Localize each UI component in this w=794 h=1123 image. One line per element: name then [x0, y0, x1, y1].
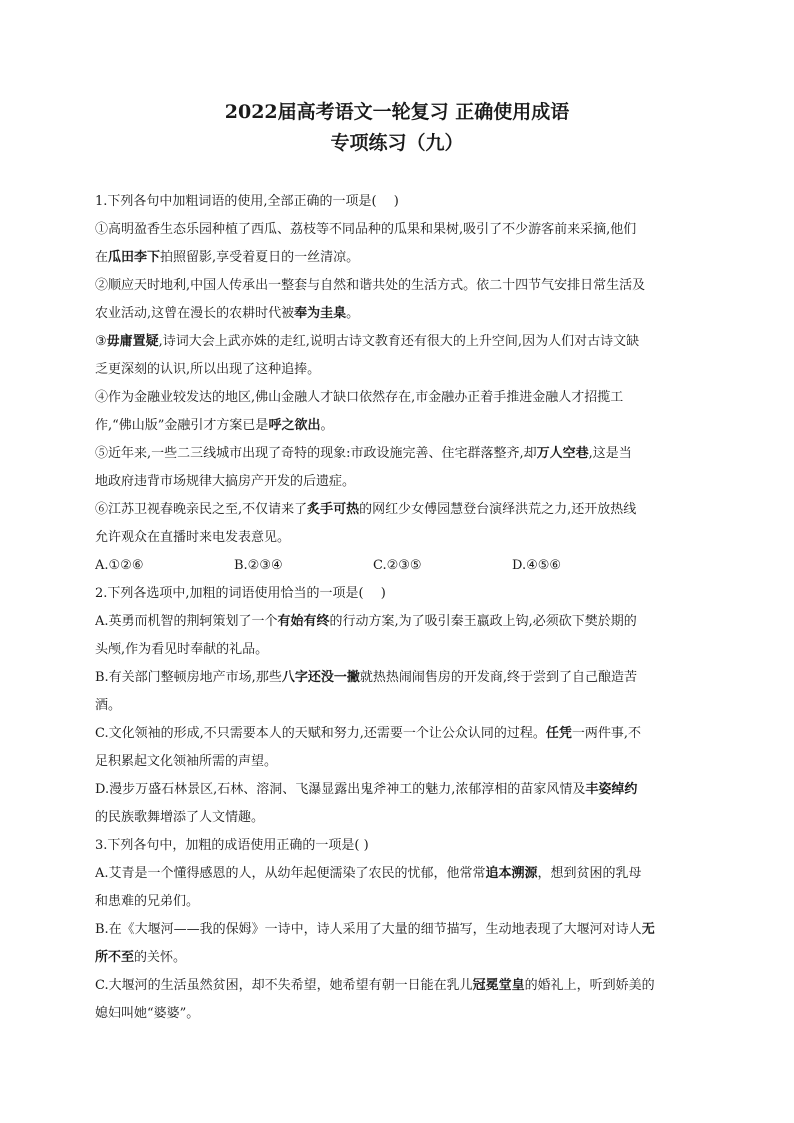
q1-option-a[interactable]: A.①②⑥	[95, 558, 144, 573]
bold-idiom: 万人空巷	[536, 446, 589, 461]
text-segment: 在	[95, 250, 109, 265]
text-segment: 的关怀。	[134, 950, 187, 965]
q3-option-c-line1	[95, 972, 699, 1000]
text-segment: B.在《大堰河——我的保姆》一诗中，诗人采用了大量的细节描写，生动地表现了大堰河对诗人	[95, 922, 642, 937]
q1-option-c[interactable]: C.②③⑤	[373, 558, 422, 573]
q1-option-d[interactable]: D.④⑤⑥	[512, 558, 562, 573]
bold-idiom: 有始有终	[277, 614, 330, 629]
text-segment: C.大堰河的生活虽然贫困，却不失希望，她希望有朝一日能在乳儿	[95, 978, 473, 993]
text-segment: ，想到贫困的乳母	[537, 866, 642, 881]
bold-idiom: 无	[641, 922, 655, 937]
text-segment: 的行动方案,为了吸引秦王嬴政上钩,必须砍下樊於期的	[329, 614, 637, 629]
text-segment: A.艾青是一个懂得感恩的人，从幼年起便濡染了农民的忧郁，他常常	[95, 866, 486, 881]
q2-option-d-line2: 的民族歌舞增添了人文情趣。	[95, 810, 265, 825]
doc-title-line2: 专项练习（九）	[330, 132, 464, 154]
q2-option-a-line1	[95, 608, 699, 636]
doc-body	[95, 188, 699, 1028]
bold-idiom: 奉为圭臬	[294, 306, 347, 321]
text-segment: 的婚礼上，听到娇美的	[524, 978, 655, 993]
q3-option-a-line2: 和患难的兄弟们。	[95, 894, 200, 909]
bold-idiom: 所不至	[95, 950, 135, 965]
q1-sentence6-line1	[95, 496, 699, 524]
q1-sentence4-line2	[95, 412, 699, 440]
text-segment: ,这是当	[588, 446, 632, 461]
bold-idiom: 呼之欲出	[268, 418, 321, 433]
text-segment: 就热热闹闹售房的开发商,终于尝到了自己酿造苦	[359, 670, 637, 685]
text-segment: B.有关部门整顿房地产市场,那些	[95, 670, 282, 685]
q2-option-b-line2: 酒。	[95, 698, 122, 713]
text-segment: ,诗词大会上武亦姝的走红,说明古诗文教育还有很大的上升空间,因为人们对古诗文缺	[158, 334, 640, 349]
q1-options	[95, 552, 699, 580]
text-segment: 农业活动,这曾在漫长的农耕时代被	[95, 306, 295, 321]
bold-idiom: 炙手可热	[307, 502, 360, 517]
bold-idiom: 八字还没一撇	[281, 670, 360, 685]
q3-option-c-line2: 媳妇叫她“婆婆”。	[95, 1006, 200, 1021]
q1-sentence1-line2	[95, 244, 699, 272]
bold-idiom: 丰姿绰约	[585, 782, 638, 797]
q2-stem: 2.下列各选项中,加粗的词语使用恰当的一项是( )	[95, 586, 386, 601]
q3-option-b-line2	[95, 944, 699, 972]
q1-option-b[interactable]: B.②③④	[234, 558, 283, 573]
q1-sentence2-line1: ②顺应天时地利,中国人传承出一整套与自然和谐共处的生活方式。依二十四节气安排日常生活及	[95, 278, 646, 293]
text-segment: 的网红少女傅园慧登台演绎洪荒之力,还开放热线	[359, 502, 637, 517]
bold-idiom: 毋庸置疑	[106, 334, 159, 349]
q3-option-b-line1	[95, 916, 699, 944]
doc-title-line1: 2022届高考语文一轮复习 正确使用成语	[224, 101, 570, 123]
q1-sentence5-line2: 地政府违背市场规律大搞房产开发的后遗症。	[95, 474, 356, 489]
text-segment: 。	[346, 306, 360, 321]
q2-option-a-line2: 头颅,作为看见时奉献的礼品。	[95, 642, 269, 657]
text-segment: ⑥江苏卫视春晚亲民之至,不仅请来了	[95, 502, 308, 517]
q1-sentence1-line1: ①高明盈香生态乐园种植了西瓜、荔枝等不同品种的瓜果和果树,吸引了不少游客前来采摘,他们	[95, 222, 637, 237]
text-segment: C.文化领袖的形成,不只需要本人的天赋和努力,还需要一个让公众认同的过程。	[95, 726, 546, 741]
bold-idiom: 追本溯源	[485, 866, 538, 881]
q1-stem: 1.下列各句中加粗词语的使用,全部正确的一项是( )	[95, 194, 399, 209]
q1-sentence3-line1	[95, 328, 699, 356]
q2-option-c-line2: 足积累起文化领袖所需的声望。	[95, 754, 278, 769]
q1-sentence2-line2	[95, 300, 699, 328]
q2-option-c-line1	[95, 720, 699, 748]
q2-option-d-line1	[95, 776, 699, 804]
q1-sentence5-line1	[95, 440, 699, 468]
text-segment: ⑤近年来,一些二三线城市出现了奇特的现象:市政设施完善、住宅群落整齐,却	[95, 446, 537, 461]
text-segment: 作,“佛山版”金融引才方案已是	[95, 418, 269, 433]
text-segment: 。	[320, 418, 334, 433]
q1-sentence6-line2: 允许观众在直播时来电发表意见。	[95, 530, 291, 545]
text-segment: 拍照留影,享受着夏日的一丝清凉。	[160, 250, 360, 265]
q1-sentence4-line1: ④作为金融业较发达的地区,佛山金融人才缺口依然存在,市金融办正着手推进金融人才招揽工	[95, 390, 624, 405]
text-segment: D.漫步万盛石林景区,石林、溶洞、飞瀑显露出鬼斧神工的魅力,浓郁淳相的苗家风情及	[95, 782, 586, 797]
bold-idiom: 任凭	[545, 726, 572, 741]
bold-idiom: 冠冕堂皇	[472, 978, 525, 993]
q3-option-a-line1	[95, 860, 699, 888]
q2-option-b-line1	[95, 664, 699, 692]
q3-stem: 3.下列各句中，加粗的成语使用正确的一项是( )	[95, 838, 369, 853]
bold-idiom: 瓜田李下	[108, 250, 161, 265]
q1-sentence3-line2: 乏更深刻的认识,所以出现了这种追捧。	[95, 362, 321, 377]
text-segment: A.英勇而机智的荆轲策划了一个	[95, 614, 278, 629]
text-segment: 一两件事,不	[571, 726, 642, 741]
text-segment: ③	[95, 334, 107, 349]
